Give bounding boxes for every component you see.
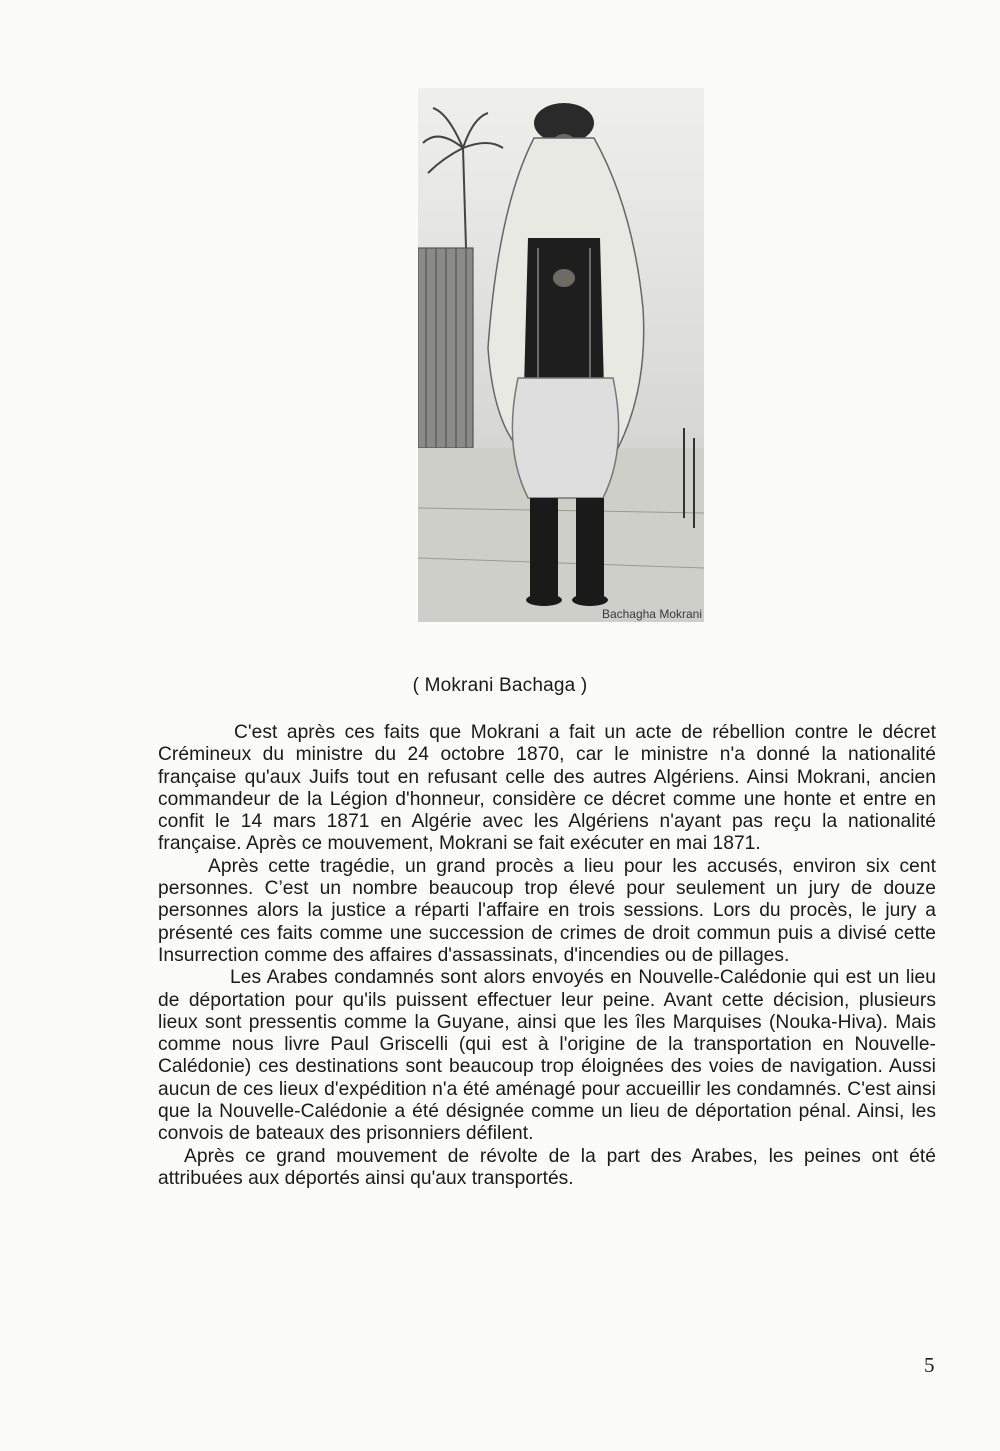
- figure-caption: ( Mokrani Bachaga ): [412, 675, 588, 696]
- paragraph-2: Après cette tragédie, un grand procès a lieu pour les accusés, environ six cent personnes. C’est un nombre beaucoup trop élevé pour seulement un jury de douze personnes alors la justice a réparti l'affaire en trois sessions. Lors du procès, le jury a présenté ces faits comme une succession de crimes de droit commun puis a divisé cette Insurrection comme des affaires d'assassinats, d'incendies ou de pillages.: [158, 855, 936, 966]
- body-text: [158, 722, 936, 1190]
- paragraph-3: Les Arabes condamnés sont alors envoyés en Nouvelle-Calédonie qui est un lieu de déportation pour qu'ils puissent effectuer leur peine. Avant cette décision, plusieurs lieux sont pressentis comme la Guyane, ainsi que les îles Marquises (Nouka-Hiva). Mais comme nous livre Paul Griscelli (qui est à l'origine de la transportation en Nouvelle-Calédonie) ces destinations sont beaucoup trop éloignées des voies de navigation. Aussi aucun de ces lieux d'expédition n'a été aménagé pour accueillir les condamnés. C'est ainsi que la Nouvelle-Calédonie a été désignée comme un lieu de déportation pénal. Ainsi, les convois de bateaux des prisonniers défilent.: [158, 967, 936, 1145]
- photo-inscription: Bachagha Mokrani: [601, 607, 702, 621]
- paragraph-1: C'est après ces faits que Mokrani a fait un acte de rébellion contre le décret Crémineux du ministre du 24 octobre 1870, car le ministre n'a donné la nationalité française qu'aux Juifs tout en refusant celle des autres Algériens. Ainsi Mokrani, ancien commandeur de la Légion d'honneur, considère ce décret comme une honte et entre en confit le 14 mars 1871 en Algérie avec les Algériens n'ayant pas reçu la nationalité française. Après ce mouvement, Mokrani se fait exécuter en mai 1871.: [158, 722, 936, 855]
- portrait-photo: [418, 88, 704, 622]
- page-number: 5: [924, 1353, 935, 1377]
- paragraph-4: Après ce grand mouvement de révolte de la part des Arabes, les peines ont été attribuées aux déportés ainsi qu'aux transportés.: [158, 1145, 936, 1189]
